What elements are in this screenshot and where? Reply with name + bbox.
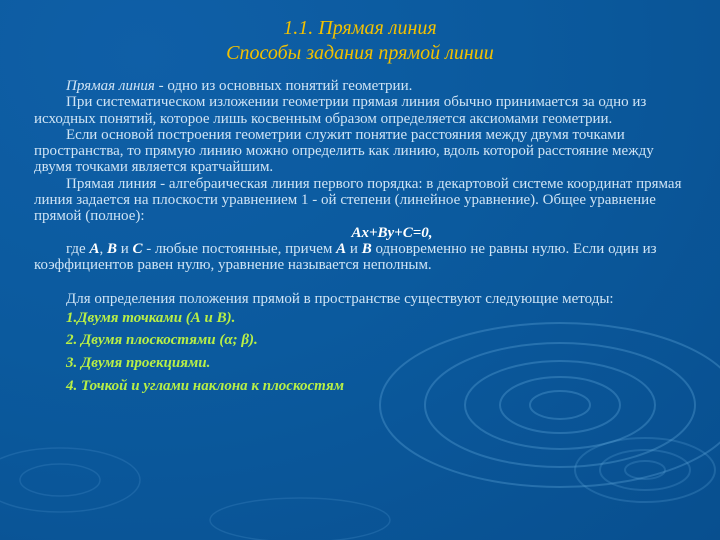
slide-body — [34, 78, 690, 397]
paragraph-axiomatic: При систематическом изложении геометрии прямая линия обычно принимается за одно из исходных понятий, которое лишь косвенным образом определяется аксиомами геометрии. — [34, 94, 647, 127]
coefficients-text-4: - любые постоянные, причем — [142, 240, 337, 257]
paragraph-definition-text: - одно из основных понятий геометрии. — [154, 78, 413, 94]
paragraph-distance: Если основой построения геометрии служит понятие расстояния между двумя точками пространства, то прямую линию можно определить как линию, вдоль которой расстояние между двумя точками является кратчайшим. — [34, 126, 654, 176]
coefficient-a-second: A — [336, 240, 347, 257]
title-section-number: 1.1. Прямая линия — [283, 17, 437, 39]
paragraph-coefficients — [34, 241, 690, 274]
coefficients-text-5: и — [346, 240, 362, 257]
coefficients-text-3: и — [116, 240, 133, 257]
paragraph-definition — [34, 78, 690, 94]
slide-title — [0, 16, 720, 66]
paragraph-spacer — [34, 274, 690, 291]
coefficient-b: B — [106, 240, 117, 257]
coefficients-text-1: где — [66, 240, 90, 257]
coefficient-b-second: B — [361, 240, 372, 257]
coefficients-text-2: , — [99, 240, 107, 257]
method-item: 1.Двумя точками (А и В). — [66, 309, 236, 326]
paragraph-algebraic: Прямая линия - алгебраическая линия первого порядка: в декартовой системе координат прямая линия задается на плоскости уравнением 1 - ой степени (линейное уравнение). Общее уравнение прямой (полное): — [34, 175, 682, 225]
term-straight-line: Прямая линия — [66, 78, 155, 94]
coefficient-c: C — [132, 240, 143, 257]
method-item: 4. Точкой и углами наклона к плоскостям — [66, 377, 344, 394]
paragraph-methods-intro: Для определения положения прямой в пространстве существуют следующие методы: — [66, 290, 614, 307]
method-item: 2. Двумя плоскостями (α; β). — [66, 332, 258, 349]
coefficient-a: A — [89, 240, 100, 257]
method-item: 3. Двумя проекциями. — [66, 355, 211, 372]
general-equation: Ax+By+C=0, — [351, 224, 433, 241]
title-subtitle: Способы задания прямой линии — [226, 42, 494, 64]
coefficients-text-6: одновременно не равны нулю. Если один из коэффициентов равен нулю, уравнение называется неполным. — [34, 240, 657, 274]
